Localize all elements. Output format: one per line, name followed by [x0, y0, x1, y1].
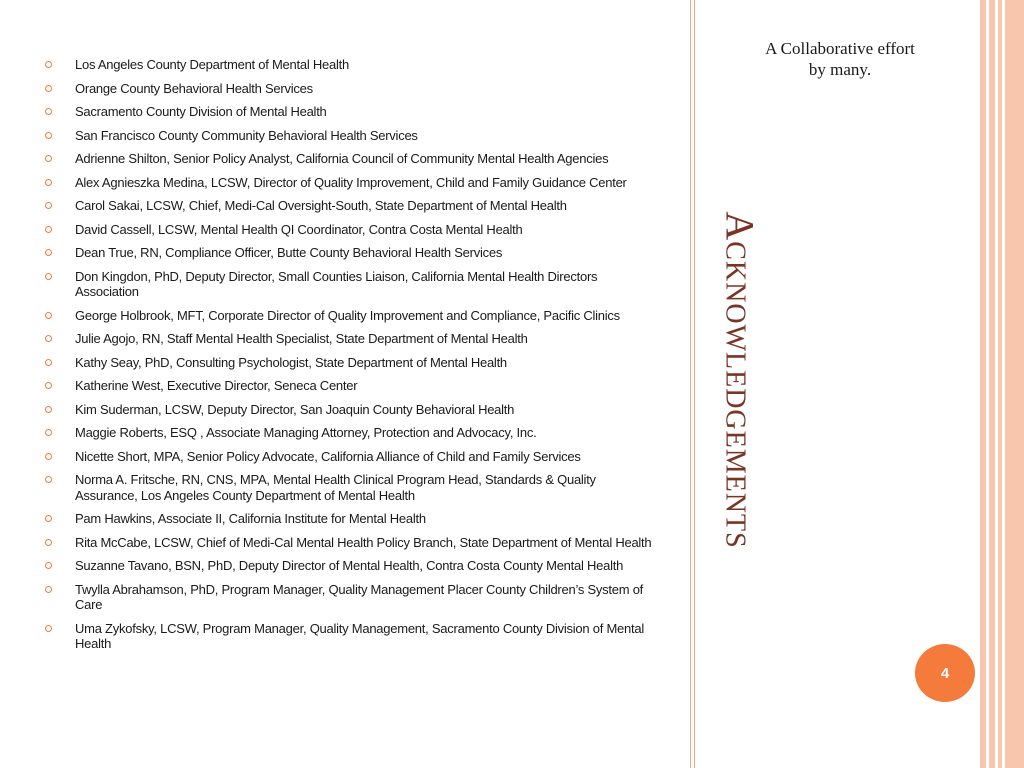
bullet-circle-icon: [45, 515, 52, 522]
page-number-badge: 4: [915, 644, 975, 702]
list-item: [44, 175, 654, 191]
list-item-text: Pam Hawkins, Associate II, California Institute for Mental Health: [75, 511, 426, 526]
bullet-circle-icon: [45, 359, 52, 366]
list-item-text: Suzanne Tavano, BSN, PhD, Deputy Director of Mental Health, Contra Costa County Mental Health: [75, 558, 624, 573]
list-item-text: Katherine West, Executive Director, Seneca Center: [75, 378, 358, 393]
list-item: [44, 355, 654, 371]
list-item: [44, 511, 654, 527]
bullet-circle-icon: [45, 249, 52, 256]
list-item: [44, 621, 654, 652]
list-item: [44, 449, 654, 465]
stripe-1: [980, 0, 986, 768]
decorative-stripes: [980, 0, 1024, 768]
list-item: [44, 558, 654, 574]
list-item: [44, 222, 654, 238]
bullet-circle-icon: [45, 108, 52, 115]
list-item-text: Julie Agojo, RN, Staff Mental Health Specialist, State Department of Mental Health: [75, 331, 528, 346]
list-item-text: Los Angeles County Department of Mental Health: [75, 57, 349, 72]
list-item-text: Rita McCabe, LCSW, Chief of Medi-Cal Mental Health Policy Branch, State Department of Mental Health: [75, 534, 652, 550]
bullet-circle-icon: [45, 586, 52, 593]
list-item-text: Don Kingdon, PhD, Deputy Director, Small Counties Liaison, California Mental Health Directors Association: [75, 268, 598, 299]
bullet-circle-icon: [45, 85, 52, 92]
list-item: [44, 378, 654, 394]
bullet-circle-icon: [45, 625, 52, 632]
list-item: [44, 308, 654, 324]
list-item-text: Maggie Roberts, ESQ , Associate Managing Attorney, Protection and Advocacy, Inc.: [75, 425, 537, 440]
bullet-circle-icon: [45, 562, 52, 569]
divider-line-1: [690, 0, 691, 768]
list-item: [44, 104, 654, 120]
list-item-text: Alex Agnieszka Medina, LCSW, Director of Quality Improvement, Child and Family Guidance Center: [75, 174, 627, 190]
bullet-circle-icon: [45, 539, 52, 546]
bullet-circle-icon: [45, 61, 52, 68]
list-item: [44, 331, 654, 347]
list-item: [44, 472, 654, 503]
list-item-text: Dean True, RN, Compliance Officer, Butte County Behavioral Health Services: [75, 245, 503, 260]
divider-line-2: [694, 0, 695, 768]
list-item: [44, 128, 654, 144]
list-item-text: Norma A. Fritsche, RN, CNS, MPA, Mental Health Clinical Program Head, Standards & Quality Assurance, Los Angeles County Department of Mental Health: [75, 472, 596, 503]
list-item: [44, 245, 654, 261]
bullet-circle-icon: [45, 406, 52, 413]
list-item-text: San Francisco County Community Behavioral Health Services: [75, 127, 418, 143]
list-item-text: George Holbrook, MFT, Corporate Director of Quality Improvement and Compliance, Pacific Clinics: [75, 307, 620, 323]
acknowledgement-list-area: [44, 57, 654, 660]
list-item-text: Orange County Behavioral Health Services: [75, 80, 313, 96]
list-item: [44, 535, 654, 551]
list-item-text: Adrienne Shilton, Senior Policy Analyst, California Council of Community Mental Health Agencies: [75, 151, 609, 166]
list-item-text: Twylla Abrahamson, PhD, Program Manager, Quality Management Placer County Children’s System of Care: [75, 581, 644, 612]
list-item-text: Nicette Short, MPA, Senior Policy Advocate, California Alliance of Child and Family Services: [75, 448, 581, 464]
stripe-4: [1005, 0, 1024, 768]
list-item: [44, 81, 654, 97]
list-item-text: Kathy Seay, PhD, Consulting Psychologist, State Department of Mental Health: [75, 354, 507, 370]
bullet-circle-icon: [45, 476, 52, 483]
list-item-text: David Cassell, LCSW, Mental Health QI Coordinator, Contra Costa Mental Health: [75, 221, 523, 237]
slide-subtitle: A Collaborative effort by many.: [765, 39, 915, 79]
bullet-circle-icon: [45, 429, 52, 436]
bullet-circle-icon: [45, 312, 52, 319]
list-item: [44, 582, 654, 613]
bullet-circle-icon: [45, 155, 52, 162]
list-item-text: Kim Suderman, LCSW, Deputy Director, San Joaquin County Behavioral Health: [75, 401, 515, 417]
bullet-circle-icon: [45, 453, 52, 460]
bullet-circle-icon: [45, 335, 52, 342]
stripe-3: [998, 0, 1002, 768]
list-item-text: Carol Sakai, LCSW, Chief, Medi-Cal Oversight-South, State Department of Mental Health: [75, 198, 567, 213]
bullet-circle-icon: [45, 273, 52, 280]
list-item: [44, 269, 654, 300]
bullet-circle-icon: [45, 202, 52, 209]
list-item: [44, 151, 654, 167]
list-item-text: Sacramento County Division of Mental Health: [75, 104, 327, 119]
acknowledgement-list: [44, 57, 654, 652]
bullet-circle-icon: [45, 226, 52, 233]
bullet-circle-icon: [45, 382, 52, 389]
slide-title: Acknowledgements: [717, 211, 763, 549]
list-item: [44, 402, 654, 418]
list-item-text: Uma Zykofsky, LCSW, Program Manager, Quality Management, Sacramento County Division of Mental Health: [75, 620, 644, 651]
list-item: [44, 425, 654, 441]
bullet-circle-icon: [45, 179, 52, 186]
stripe-2: [989, 0, 995, 768]
list-item: [44, 57, 654, 73]
list-item: [44, 198, 654, 214]
bullet-circle-icon: [45, 132, 52, 139]
